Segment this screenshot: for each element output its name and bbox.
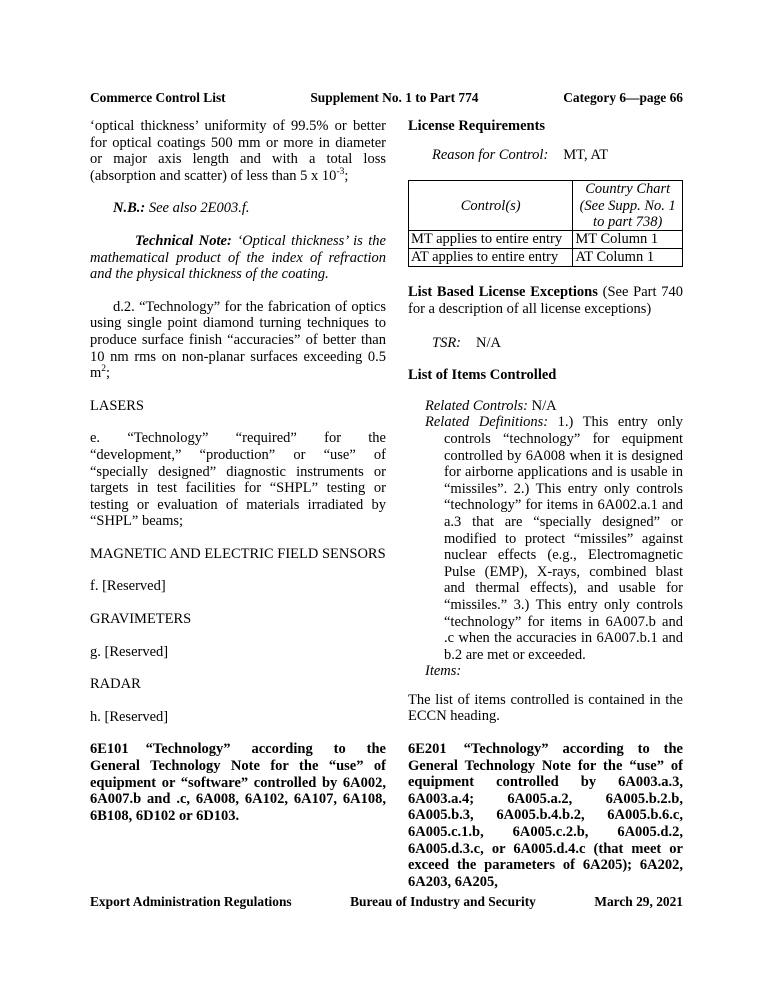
related-definitions-para (408, 414, 683, 663)
table-cell-control: MT applies to entire entry (409, 231, 573, 249)
para-f-reserved: f. [Reserved] (90, 578, 166, 595)
superscript-exponent: 2 (101, 364, 107, 375)
eccn-entry-6e201 (408, 741, 683, 890)
related-controls-value: N/A (527, 397, 557, 414)
para-optical-thickness-tail: ; (344, 167, 349, 184)
para-d2-text: d.2. “Technology” for the fabrication of optics using single point diamond turning techniques to produce surface finish “accuracies” of better than 10 nm rms on non-planar surfaces exceeding 0.5 m (90, 298, 386, 382)
para-optical-thickness (90, 118, 386, 184)
eccn-6e201-text: “Technology” according to the General Technology Note for the “use” of equipment controlled by 6A003.a.3, 6A003.a.4; 6A005.a.2, 6A005.b.2.b, 6A005.b.3, 6A005.b.4.b.2, 6A005.b.6.c, 6A005.c.1.b, 6A005.c.2.b, 6A005.d.2, 6A005.d.3.c, or 6A005.d.4.c (that meet or exceed the parameters of 6A205); 6A202, 6A203, 6A205, (408, 741, 683, 890)
table-cell-country-chart: MT Column 1 (573, 231, 683, 249)
right-column (408, 118, 683, 906)
lble-label: List Based License Exceptions (408, 284, 598, 301)
technical-note-text: ‘Optical thickness’ is the mathematical product of the index of refraction and the physical thickness of the coating. (90, 232, 386, 283)
technical-note-label: Technical Note: (135, 232, 232, 249)
header-document-title: Commerce Control List (90, 90, 226, 105)
table-header-country-chart: Country Chart (See Supp. No. 1 to part 738) (573, 181, 683, 231)
footer-bureau: Bureau of Industry and Security (350, 894, 536, 909)
tsr-line (408, 335, 683, 352)
para-g-reserved: g. [Reserved] (90, 643, 169, 660)
related-controls-line (408, 398, 683, 415)
superscript-exponent: -3 (336, 166, 345, 177)
para-optical-thickness-text: ‘optical thickness’ uniformity of 99.5% or better for optical coatings 500 mm or more in diameter or major axis length and with a total loss (absorption and scatter) of less than 5 x 10 (90, 118, 386, 184)
related-definitions-text: 1.) This entry only controls “technology” for equipment controlled by 6A008 when it is designed for airborne applications and is usable in “missiles”. 2.) This entry only controls “technology” for items in 6A002.a.1 and a.3 that are “specially designed” or modified to protect “missiles” against nuclear effects (e.g., Electromagnetic Pulse (EMP), X-rays, combined blast and thermal effects), and usable for “missiles.” 3.) This entry only controls “technology” for items in 6A007.b and .c when the accuracies in 6A007.b.1 and b.2 are met or exceeded. (444, 414, 683, 663)
note-nb (90, 200, 386, 217)
footer-regulations-title: Export Administration Regulations (90, 894, 292, 909)
footer-date: March 29, 2021 (594, 894, 683, 909)
eccn-note-para: The list of items controlled is contained in the ECCN heading. (408, 691, 683, 725)
header-supplement-title: Supplement No. 1 to Part 774 (310, 90, 479, 105)
eccn-entry-6e101 (90, 741, 386, 824)
page-footer (90, 894, 683, 911)
tsr-value: N/A (476, 334, 501, 351)
table-row (409, 231, 683, 249)
table-header-row (409, 181, 683, 231)
left-column (90, 118, 386, 906)
eccn-6e101-text: “Technology” according to the General Technology Note for the “use” of equipment or “software” controlled by 6A002, 6A007.b and .c, 6A008, 6A102, 6A107, 6A108, 6B108, 6D102 or 6D103. (90, 741, 386, 824)
lble-text: (See Part 740 for a description of all license exceptions) (408, 284, 683, 317)
table-header-controls: Control(s) (409, 181, 573, 231)
section-heading-magnetic-electric-field-sensors: MAGNETIC AND ELECTRIC FIELD SENSORS (90, 545, 386, 562)
para-h-reserved: h. [Reserved] (90, 708, 169, 725)
eccn-code-6e101: 6E101 (90, 741, 129, 758)
list-based-license-exceptions (408, 284, 683, 317)
heading-license-requirements: License Requirements (408, 118, 546, 134)
reason-for-control-value: MT, AT (563, 146, 609, 163)
tsr-label: TSR: (432, 334, 461, 351)
related-controls-label: Related Controls: (425, 397, 528, 414)
table-cell-control: AT applies to entire entry (409, 249, 573, 267)
reason-for-control-line (408, 147, 683, 164)
para-d2 (90, 299, 386, 382)
two-column-body (90, 118, 683, 906)
technical-note (90, 233, 386, 283)
eccn-code-6e201: 6E201 (408, 741, 447, 758)
nb-label: N.B.: (113, 200, 146, 217)
related-definitions-label: Related Definitions: (425, 414, 549, 431)
reason-for-control-label: Reason for Control: (432, 146, 549, 163)
section-heading-lasers: LASERS (90, 397, 144, 414)
header-category-page: Category 6—page 66 (563, 90, 683, 105)
table-row (409, 249, 683, 267)
section-heading-radar: RADAR (90, 676, 141, 693)
section-heading-gravimeters: GRAVIMETERS (90, 611, 192, 628)
items-label: Items: (425, 663, 462, 680)
page-header (90, 90, 683, 107)
para-d2-tail: ; (106, 365, 111, 382)
table-cell-country-chart: AT Column 1 (573, 249, 683, 267)
license-requirements-table (408, 180, 683, 267)
heading-list-of-items-controlled: List of Items Controlled (408, 367, 557, 384)
nb-text: See also 2E003.f. (145, 200, 250, 217)
para-e: e. “Technology” “required” for the “development,” “production” or “use” of “specially designed” diagnostic instruments or targets in test facilities for “SHPL” testing or testing or evaluation of materials irradiated by “SHPL” beams; (90, 430, 386, 530)
